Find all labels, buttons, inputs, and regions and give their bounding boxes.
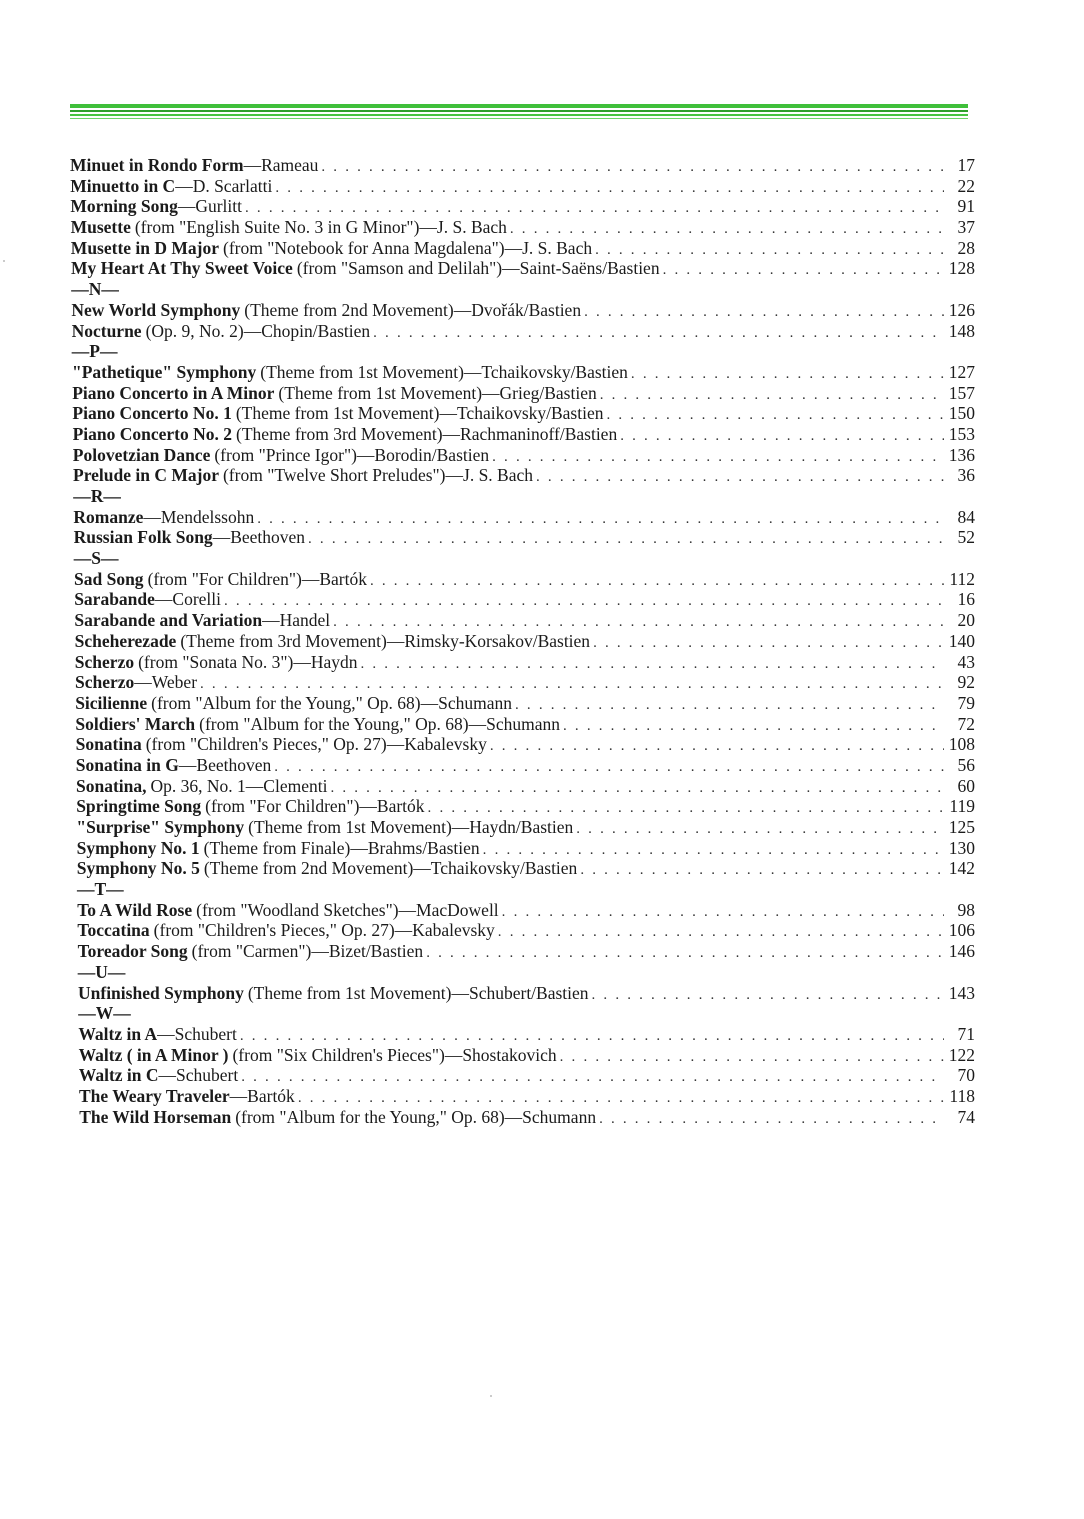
entry-description: (Theme from 1st Movement)—Haydn/Bastien [248, 817, 574, 837]
entry-title: "Pathetique" Symphony [72, 361, 257, 382]
toc-entry[interactable] [70, 176, 975, 197]
entry-description: (Theme from 1st Movement)—Grieg/Bastien [278, 382, 597, 403]
entry-title: Sarabande and Variation [74, 610, 263, 631]
entry-title: Sonatina in G [75, 754, 179, 775]
entry-description: —Handel [262, 610, 331, 631]
entry-title: Sicilienne [75, 692, 148, 713]
dot-leader [360, 654, 944, 675]
entry-description: (from "English Suite No. 3 in G Minor")—J. S. Bach [134, 217, 507, 238]
dot-leader [502, 902, 944, 923]
entry-title: Sonatina [75, 734, 142, 755]
dot-leader [224, 591, 944, 612]
toc-entry[interactable] [70, 776, 975, 797]
toc-entry[interactable] [70, 714, 975, 735]
entry-title: Piano Concerto No. 2 [72, 423, 233, 444]
entry-title: Sonatina, [76, 775, 147, 796]
entry-title: My Heart At Thy Sweet Voice [71, 258, 293, 279]
entry-description: —Rameau [243, 155, 319, 175]
entry-title: To A Wild Rose [77, 899, 193, 920]
dot-leader [490, 736, 944, 757]
toc-entry[interactable] [70, 858, 975, 879]
entry-page-number: 142 [948, 858, 975, 879]
entry-page-number: 126 [948, 299, 975, 320]
entry-title: Minuetto in C [70, 175, 176, 196]
toc-entry[interactable] [70, 1065, 975, 1086]
entry-description: (Theme from 3rd Movement)—Rimsky-Korsakov/Bastien [180, 630, 591, 651]
entry-page-number: 98 [957, 899, 975, 920]
header-rule-light [70, 118, 968, 119]
entry-page-number: 56 [957, 754, 975, 775]
toc-entry[interactable] [70, 941, 975, 962]
entry-title: "Surprise" Symphony [76, 817, 245, 837]
entry-description: (from "Sonata No. 3")—Haydn [138, 651, 358, 672]
dot-leader [308, 529, 944, 550]
section-letter-heading: —R— [73, 486, 121, 506]
section-letter-heading: —T— [77, 879, 124, 900]
section-letter-heading: —S— [73, 548, 119, 569]
dot-leader [330, 778, 944, 799]
entry-page-number: 36 [957, 465, 975, 486]
entry-title: Symphony No. 5 [76, 858, 200, 879]
entry-page-number: 157 [948, 382, 975, 403]
scan-speck [3, 260, 5, 262]
entry-title: Musette [70, 217, 131, 238]
entry-page-number: 119 [949, 796, 975, 817]
entry-title: Piano Concerto in A Minor [72, 382, 275, 403]
dot-leader [580, 860, 944, 881]
entry-title: Polovetzian Dance [72, 444, 211, 465]
dot-leader [560, 1047, 944, 1068]
entry-description: (from "Album for the Young," Op. 68)—Schumann [151, 692, 513, 713]
entry-page-number: 37 [957, 217, 975, 238]
entry-title: Symphony No. 1 [76, 837, 200, 858]
dot-leader [483, 840, 944, 861]
entry-page-number: 122 [948, 1044, 975, 1065]
toc-entry[interactable] [70, 755, 975, 776]
entry-description: (from "Children's Pieces," Op. 27)—Kabalevsky [145, 734, 487, 755]
toc-entry[interactable] [70, 1107, 975, 1128]
entry-page-number: 60 [957, 775, 975, 796]
entry-page-number: 43 [957, 651, 975, 672]
entry-page-number: 106 [948, 920, 975, 941]
entry-description: (from "Twelve Short Preludes")—J. S. Bach [222, 465, 534, 486]
entry-title: Toreador Song [77, 941, 188, 962]
entry-page-number: 130 [948, 837, 975, 858]
toc-entry[interactable] [70, 817, 975, 838]
entry-title: Waltz in A [78, 1023, 158, 1044]
header-rule-thick [70, 104, 968, 108]
dot-leader [606, 405, 944, 426]
dot-leader [510, 219, 944, 240]
entry-title: Scheherezade [74, 630, 177, 651]
entry-page-number: 91 [957, 196, 975, 217]
table-of-contents [70, 155, 975, 1127]
entry-description: —Schubert [158, 1065, 239, 1086]
entry-page-number: 127 [948, 361, 975, 382]
toc-entry[interactable] [70, 610, 975, 631]
entry-description: (Theme from 1st Movement)—Tchaikovsky/Bastien [260, 361, 628, 382]
entry-page-number: 84 [957, 506, 975, 527]
entry-description: —Mendelssohn [143, 506, 255, 527]
dot-leader [200, 674, 944, 695]
dot-leader [333, 612, 944, 633]
entry-description: (Theme from Finale)—Brahms/Bastien [203, 837, 480, 858]
entry-description: —Weber [134, 672, 198, 693]
entry-description: Op. 36, No. 1—Clementi [150, 775, 328, 796]
toc-entry[interactable] [70, 445, 975, 466]
dot-leader [595, 240, 944, 261]
entry-title: Nocturne [71, 320, 142, 341]
entry-description: (Theme from 1st Movement)—Schubert/Bastien [247, 982, 589, 1003]
entry-page-number: 125 [948, 817, 975, 837]
toc-entry[interactable] [70, 983, 975, 1004]
dot-leader [498, 922, 944, 943]
toc-entry[interactable] [70, 465, 975, 486]
dot-leader [576, 819, 944, 840]
entry-title: Morning Song [70, 196, 178, 217]
section-letter-heading: —N— [71, 279, 119, 300]
toc-entry[interactable] [70, 900, 975, 921]
dot-leader [373, 323, 944, 344]
dot-leader [370, 571, 944, 592]
dot-leader [515, 695, 944, 716]
toc-entry[interactable] [70, 920, 975, 941]
entry-title: Musette in D Major [70, 237, 220, 258]
toc-entry[interactable] [70, 300, 975, 321]
entry-page-number: 136 [948, 444, 975, 465]
entry-description: —D. Scarlatti [175, 175, 273, 196]
entry-page-number: 52 [957, 527, 975, 548]
dot-leader [321, 157, 944, 178]
entry-page-number: 72 [957, 713, 975, 734]
entry-page-number: 150 [948, 403, 975, 424]
toc-entry[interactable] [70, 383, 975, 404]
toc-entry[interactable] [70, 693, 975, 714]
toc-entry[interactable] [70, 321, 975, 342]
toc-entry[interactable] [70, 258, 975, 279]
toc-entry[interactable] [70, 1086, 975, 1107]
entry-title: Prelude in C Major [73, 465, 219, 486]
toc-entry[interactable] [70, 672, 975, 693]
section-letter-heading: —U— [77, 961, 126, 982]
toc-entry[interactable] [70, 507, 975, 528]
header-rule-dark [70, 110, 968, 112]
entry-page-number: 17 [957, 155, 975, 175]
entry-description: (Theme from 3rd Movement)—Rachmaninoff/Bastien [236, 423, 618, 444]
entry-description: —Beethoven [212, 527, 306, 548]
entry-description: (Theme from 2nd Movement)—Dvořák/Bastien [244, 299, 582, 320]
dot-leader [428, 798, 944, 819]
section-letter-heading: —W— [78, 1003, 131, 1024]
entry-page-number: 143 [948, 982, 975, 1003]
toc-entry[interactable] [70, 155, 975, 176]
entry-description: (from "Album for the Young," Op. 68)—Schumann [199, 713, 561, 734]
entry-page-number: 28 [957, 237, 975, 258]
entry-title: Springtime Song [76, 796, 202, 817]
entry-page-number: 71 [957, 1023, 975, 1044]
dot-leader [620, 426, 944, 447]
entry-description: (from "Album for the Young," Op. 68)—Schumann [235, 1106, 597, 1127]
toc-entry[interactable] [70, 838, 975, 859]
entry-title: The Wild Horseman [79, 1106, 232, 1127]
entry-title: Scherzo [75, 672, 135, 693]
entry-description: (from "Woodland Sketches")—MacDowell [196, 899, 499, 920]
toc-entry[interactable] [70, 527, 975, 548]
dot-leader [663, 260, 944, 281]
dot-leader [245, 198, 944, 219]
dot-leader [599, 1109, 944, 1130]
entry-description: —Beethoven [178, 754, 272, 775]
dot-leader [584, 302, 944, 323]
entry-title: The Weary Traveler [79, 1085, 230, 1106]
entry-title: Russian Folk Song [73, 527, 213, 548]
toc-entry[interactable] [70, 734, 975, 755]
entry-description: (from "Notebook for Anna Magdalena")—J. S. Bach [223, 237, 593, 258]
entry-title: New World Symphony [71, 299, 241, 320]
scan-speck [490, 1395, 492, 1397]
dot-leader [426, 943, 944, 964]
entry-description: (from "Prince Igor")—Borodin/Bastien [214, 444, 490, 465]
dot-leader [592, 985, 944, 1006]
entry-title: Toccatina [77, 920, 150, 941]
entry-description: —Schubert [157, 1023, 237, 1044]
entry-page-number: 140 [948, 630, 975, 651]
dot-leader [257, 509, 944, 530]
toc-entry[interactable] [70, 589, 975, 610]
entry-title: Unfinished Symphony [78, 982, 244, 1003]
entry-description: (from "For Children")—Bartók [147, 568, 367, 589]
entry-title: Scherzo [74, 651, 135, 672]
entry-page-number: 92 [957, 672, 975, 693]
entry-page-number: 22 [957, 175, 975, 196]
dot-leader [631, 364, 944, 385]
dot-leader [274, 757, 944, 778]
entry-description: —Bartók [229, 1085, 295, 1106]
entry-page-number: 74 [957, 1106, 975, 1127]
dot-leader [593, 633, 944, 654]
toc-entry[interactable] [70, 796, 975, 817]
entry-page-number: 79 [957, 692, 975, 713]
entry-description: —Gurlitt [177, 196, 243, 217]
entry-title: Sarabande [74, 589, 155, 610]
toc-entry[interactable] [70, 569, 975, 590]
entry-page-number: 20 [957, 610, 975, 631]
dot-leader [275, 178, 944, 199]
entry-page-number: 16 [957, 589, 975, 610]
entry-title: Minuet in Rondo Form [70, 155, 244, 175]
entry-description: (from "Carmen")—Bizet/Bastien [191, 941, 424, 962]
entry-page-number: 108 [948, 734, 975, 755]
entry-page-number: 153 [948, 423, 975, 444]
section-letter-heading: —P— [71, 341, 118, 362]
toc-entry[interactable] [70, 403, 975, 424]
entry-page-number: 128 [948, 258, 975, 279]
dot-leader [536, 467, 944, 488]
toc-entry[interactable] [70, 362, 975, 383]
entry-title: Sad Song [74, 568, 144, 589]
entry-title: Romanze [73, 506, 144, 527]
toc-entry[interactable] [70, 631, 975, 652]
entry-description: (Theme from 1st Movement)—Tchaikovsky/Bastien [235, 403, 604, 424]
toc-entry[interactable] [70, 217, 975, 238]
dot-leader [600, 385, 944, 406]
entry-description: (from "For Children")—Bartók [205, 796, 425, 817]
toc-entry[interactable] [70, 1024, 975, 1045]
entry-page-number: 148 [948, 320, 975, 341]
entry-description: (Theme from 2nd Movement)—Tchaikovsky/Bastien [203, 858, 578, 879]
entry-page-number: 112 [949, 568, 975, 589]
entry-page-number: 70 [957, 1065, 975, 1086]
entry-description: (Op. 9, No. 2)—Chopin/Bastien [145, 320, 371, 341]
toc-entry[interactable] [70, 1045, 975, 1066]
dot-leader [298, 1088, 944, 1109]
entry-description: (from "Children's Pieces," Op. 27)—Kabalevsky [153, 920, 495, 941]
entry-description: (from "Samson and Delilah")—Saint-Saëns/Bastien [296, 258, 660, 279]
header-rule-green [70, 114, 968, 116]
dot-leader [241, 1067, 944, 1088]
entry-title: Piano Concerto No. 1 [72, 403, 232, 424]
entry-page-number: 118 [949, 1085, 975, 1106]
entry-title: Soldiers' March [75, 713, 196, 734]
entry-title: Waltz in C [78, 1065, 159, 1086]
toc-entry[interactable] [70, 238, 975, 259]
entry-title: Waltz ( in A Minor ) [78, 1044, 229, 1065]
dot-leader [563, 716, 944, 737]
dot-leader [240, 1026, 944, 1047]
entry-description: (from "Six Children's Pieces")—Shostakovich [232, 1044, 557, 1065]
entry-page-number: 146 [948, 941, 975, 962]
toc-entry[interactable] [70, 424, 975, 445]
toc-entry[interactable] [70, 652, 975, 673]
dot-leader [492, 447, 944, 468]
entry-description: —Corelli [154, 589, 222, 610]
toc-entry[interactable] [70, 196, 975, 217]
